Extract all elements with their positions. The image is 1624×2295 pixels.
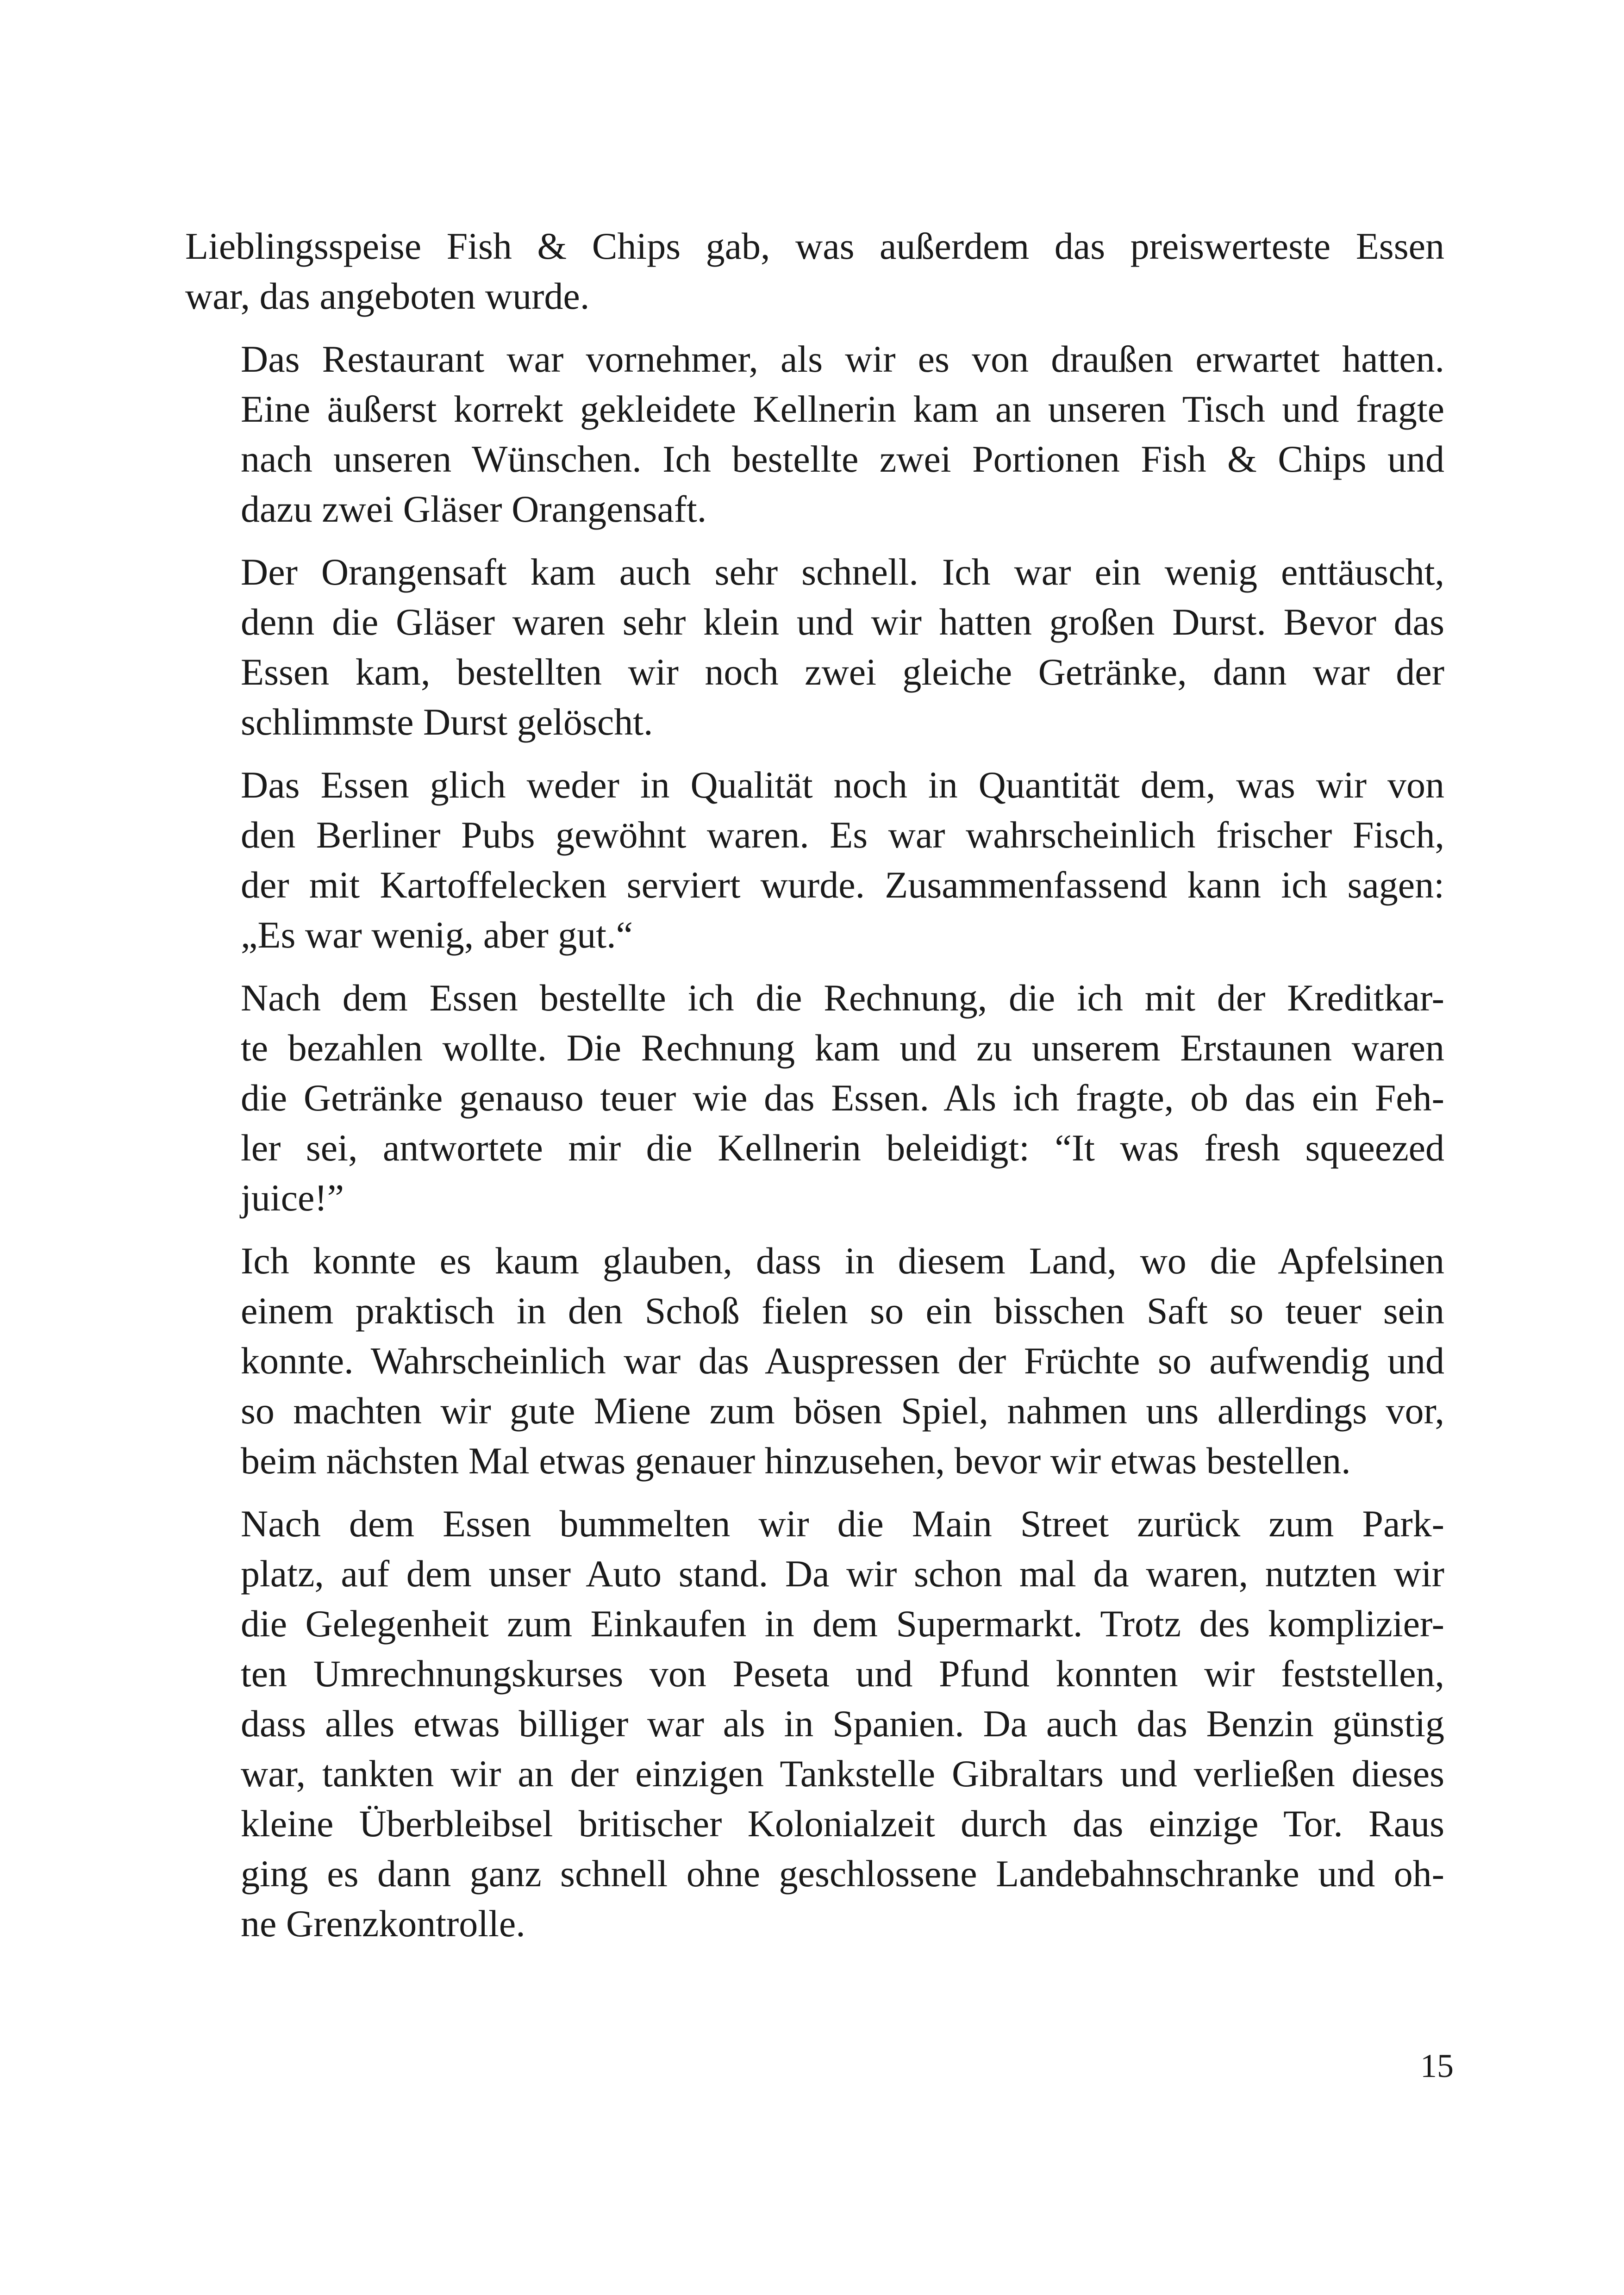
text-line: denn die Gläser waren sehr klein und wir hatten großen Durst. Bevor das — [241, 601, 1444, 643]
text-line: Essen kam, bestellten wir noch zwei gleiche Getränke, dann war der — [241, 651, 1444, 693]
text-line: ten Umrechnungskurses von Peseta und Pfund konnten wir feststellen, — [241, 1653, 1444, 1695]
text-line: so machten wir gute Miene zum bösen Spiel, nahmen uns allerdings vor, — [241, 1390, 1444, 1432]
text-line: Nach dem Essen bestellte ich die Rechnung, die ich mit der Kreditkar- — [241, 977, 1444, 1019]
text-line: der mit Kartoffelecken serviert wurde. Zusammenfassend kann ich sagen: — [241, 864, 1444, 906]
text-line: die Gelegenheit zum Einkaufen in dem Supermarkt. Trotz des komplizier- — [241, 1603, 1444, 1645]
paragraph — [185, 760, 1444, 960]
text-line: Lieblingsspeise Fish & Chips gab, was außerdem das preiswerteste Essen — [185, 225, 1444, 267]
paragraph — [185, 334, 1444, 534]
text-line: ne Grenzkontrolle. — [241, 1902, 525, 1945]
text-line: Nach dem Essen bummelten wir die Main Street zurück zum Park- — [241, 1503, 1444, 1545]
text-line: Der Orangensaft kam auch sehr schnell. Ich war ein wenig enttäuscht, — [241, 551, 1444, 593]
text-line: ler sei, antwortete mir die Kellnerin beleidigt: “It was fresh squeezed — [241, 1127, 1444, 1169]
text-line: „Es war wenig, aber gut.“ — [241, 914, 633, 956]
body-text — [185, 221, 1444, 1962]
page-number: 15 — [1420, 2047, 1454, 2084]
text-line: ging es dann ganz schnell ohne geschlossene Landebahnschranke und oh- — [241, 1852, 1444, 1895]
paragraph — [185, 1236, 1444, 1486]
paragraph — [185, 973, 1444, 1223]
text-line: juice!” — [241, 1177, 344, 1219]
text-line: kleine Überbleibsel britischer Kolonialzeit durch das einzige Tor. Raus — [241, 1802, 1444, 1845]
paragraph — [185, 1499, 1444, 1949]
text-line: dass alles etwas billiger war als in Spanien. Da auch das Benzin günstig — [241, 1703, 1444, 1745]
text-line: konnte. Wahrscheinlich war das Auspressen der Früchte so aufwendig und — [241, 1340, 1444, 1382]
text-line: einem praktisch in den Schoß fielen so ein bisschen Saft so teuer sein — [241, 1290, 1444, 1332]
text-line: war, das angeboten wurde. — [185, 275, 590, 317]
text-line: dazu zwei Gläser Orangensaft. — [241, 488, 707, 530]
text-line: beim nächsten Mal etwas genauer hinzusehen, bevor wir etwas bestellen. — [241, 1440, 1351, 1482]
text-line: schlimmste Durst gelöscht. — [241, 701, 653, 743]
text-line: war, tankten wir an der einzigen Tankstelle Gibraltars und verließen dieses — [241, 1752, 1444, 1795]
text-line: te bezahlen wollte. Die Rechnung kam und zu unserem Erstaunen waren — [241, 1027, 1444, 1069]
paragraph — [185, 221, 1444, 321]
text-line: den Berliner Pubs gewöhnt waren. Es war wahrscheinlich frischer Fisch, — [241, 814, 1444, 856]
text-line: Eine äußerst korrekt gekleidete Kellnerin kam an unseren Tisch und fragte — [241, 388, 1444, 430]
text-line: platz, auf dem unser Auto stand. Da wir schon mal da waren, nutzten wir — [241, 1553, 1444, 1595]
text-line: nach unseren Wünschen. Ich bestellte zwei Portionen Fish & Chips und — [241, 438, 1444, 480]
text-line: Das Essen glich weder in Qualität noch in Quantität dem, was wir von — [241, 764, 1444, 806]
text-line: Ich konnte es kaum glauben, dass in diesem Land, wo die Apfelsinen — [241, 1240, 1444, 1282]
text-line: die Getränke genauso teuer wie das Essen. Als ich fragte, ob das ein Feh- — [241, 1077, 1444, 1119]
paragraph — [185, 547, 1444, 747]
text-line: Das Restaurant war vornehmer, als wir es von draußen erwartet hatten. — [241, 338, 1444, 380]
